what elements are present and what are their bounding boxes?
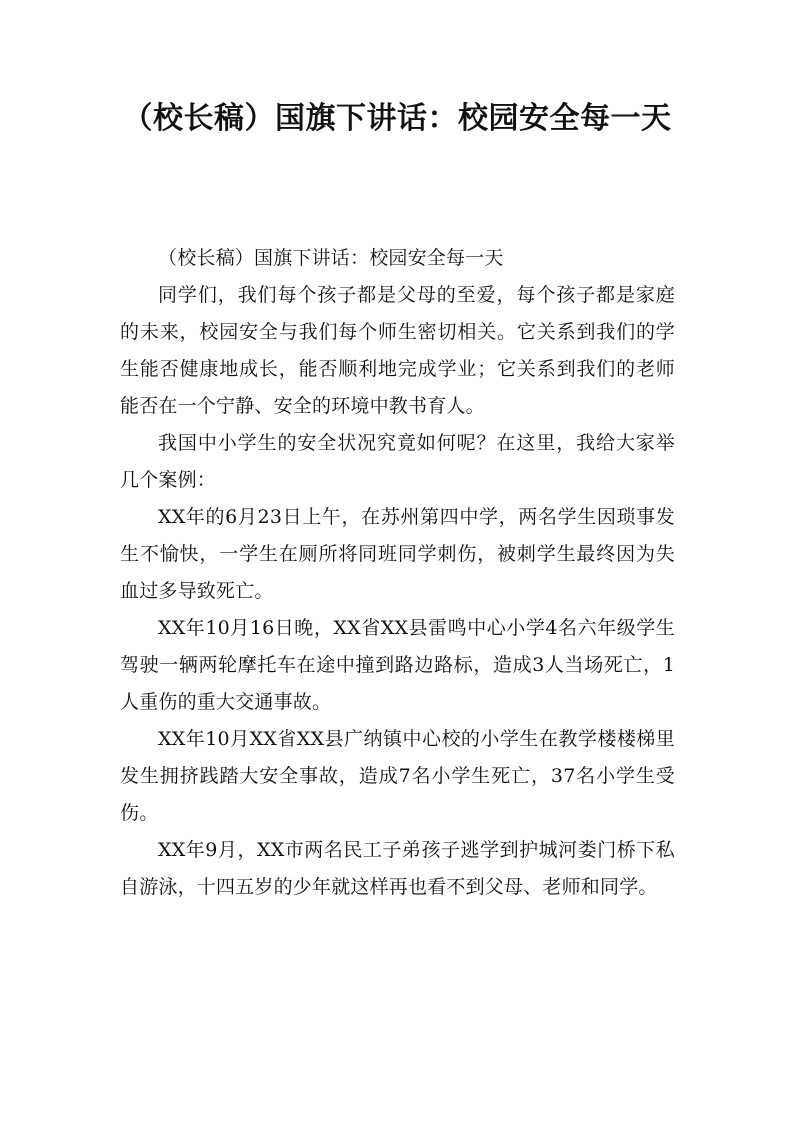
paragraph: XX年9月，XX市两名民工子弟孩子逃学到护城河娄门桥下私自游泳，十四五岁的少年就这样再也看不到父母、老师和同学。 [120, 839, 675, 898]
document-body [120, 240, 675, 906]
paragraph-subtitle: （校长稿）国旗下讲话：校园安全每一天 [158, 247, 504, 269]
paragraph: XX年10月XX省XX县广纳镇中心校的小学生在教学楼楼梯里发生拥挤践踏大安全事故，造成7名小学生死亡，37名小学生受伤。 [120, 728, 675, 824]
paragraph: XX年10月16日晚，XX省XX县雷鸣中心小学4名六年级学生驾驶一辆两轮摩托车在途中撞到路边路标，造成3人当场死亡，1人重伤的重大交通事故。 [120, 617, 675, 713]
document-title: （校长稿）国旗下讲话：校园安全每一天 [122, 101, 672, 136]
paragraph: XX年的6月23日上午，在苏州第四中学，两名学生因琐事发生不愉快，一学生在厕所将同班同学刺伤，被刺学生最终因为失血过多导致死亡。 [120, 506, 675, 602]
paragraph: 我国中小学生的安全状况究竟如何呢？在这里，我给大家举几个案例： [120, 432, 675, 491]
paragraph: 同学们，我们每个孩子都是父母的至爱，每个孩子都是家庭的未来，校园安全与我们每个师生密切相关。它关系到我们的学生能否健康地成长，能否顺利地完成学业；它关系到我们的老师能否在一个宁静、安全的环境中教书育人。 [120, 284, 675, 417]
